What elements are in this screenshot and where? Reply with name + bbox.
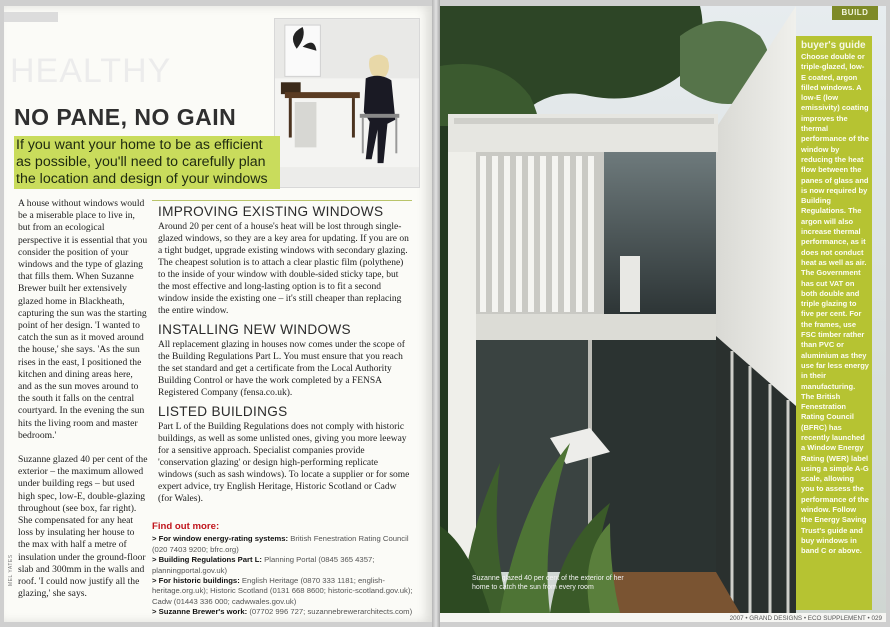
buyers-guide-title: buyer's guide: [801, 40, 866, 51]
find-out-more-item: [152, 576, 422, 607]
body-column: [18, 198, 148, 613]
find-out-more: [152, 522, 422, 618]
photo-credit: MEL YATES: [8, 554, 14, 586]
section-tab-build: BUILD: [832, 6, 878, 20]
buyers-guide-text: Choose double or triple-glazed, low-E coated, argon filled windows. A low-E (low emissivity) coating improves the thermal performance of the window by reducing the heat flow between the panes of glass and is now required by Building Regulations. The argon will also increase thermal performance, as it does not conduct heat as well as air. The Government has cut VAT on both double and triple glazing to five per cent. For the frames, use FSC timber rather than PVC or aluminium as they use far less energy in their manufacturing. The British Fenestration Rating Council (BFRC) has recently launched a Window Energy Rating (WER) label using a simple A-G scale, allowing you to assess the performance of the window. Follow the Energy Saving Trust's guide and buy windows in band C or above.: [801, 52, 869, 556]
find-out-more-item: [152, 555, 422, 576]
left-page: [4, 6, 432, 622]
advice-boxout: [152, 200, 412, 516]
find-out-more-title: Find out more:: [152, 521, 220, 532]
buyers-guide-panel: [796, 36, 872, 610]
item-value: British Fenestration Rating Council (020 7403 9200; bfrc.org): [152, 534, 409, 554]
item-label: > For window energy-rating systems:: [152, 534, 289, 544]
section-text-installing: All replacement glazing in houses now comes under the scope of the Building Regulations Part L. You must ensure that you reach the set standard and get a certificate from the Local Authority Building Control or have the work completed by a FENSA Registered Company (fensa.co.uk).: [158, 340, 405, 398]
find-out-more-item: [152, 607, 422, 617]
right-page: [440, 6, 886, 622]
section-heading-improving: IMPROVING EXISTING WINDOWS: [158, 204, 384, 219]
body-paragraph: Suzanne glazed 40 per cent of the exterior – the maximum allowed under building regs – but used high spec, low-E, double-glazing throughout (see box, far right). She compensated for any heat loss by insulating her house to the max with half a metre of insulation under the ground-floor slab and 300mm in the walls and roof. 'I could now justify all the glazing,' she says.: [18, 454, 148, 600]
item-value: Planning Portal (0845 365 4357; planningportal.gov.uk): [152, 555, 375, 575]
portrait-photo: [274, 18, 420, 188]
item-value: English Heritage (0870 333 1181; english-heritage.org.uk); Historic Scotland (0131 668 8600; historic-scotland.gov.uk); Cadw (01443 336 000; cadwwales.gov.uk): [152, 576, 413, 606]
section-text-listed: Part L of the Building Regulations does not comply with historic buildings, as well as some unlisted ones, giving you more leeway for a sensitive approach. Specialist companies provide 'conservation glazing' or design high-performing replicate windows (such as sash windows). To locate a supplier or for some expert advice, try English Heritage, Historic Scotland or Cadw (for Wales).: [158, 422, 410, 504]
item-label: > Suzanne Brewer's work:: [152, 607, 248, 617]
page-gutter: [432, 0, 440, 627]
headline: NO PANE, NO GAIN: [14, 104, 237, 130]
standfirst: If you want your home to be as efficient as possible, you'll need to carefully plan the location and design of your windows: [14, 136, 280, 189]
item-label: > Building Regulations Part L:: [152, 555, 262, 565]
item-value: (07702 996 727; suzannebrewerarchitects.com): [247, 607, 413, 617]
portrait-photo-illustration: [275, 19, 419, 187]
item-label: > For historic buildings:: [152, 576, 240, 586]
ghost-background-title: HEALTHY: [10, 52, 172, 90]
section-heading-installing: INSTALLING NEW WINDOWS: [158, 322, 351, 337]
body-paragraph: A house without windows would be a miserable place to live in, but from an ecological perspective it is essential that you consider the position of your windows and the type of glazing that fills them. When Suzanne Brewer built her extensively glazed home in Blackheath, capturing the sun was the starting point of her design. 'I wanted to catch the sun as it moved around the house,' she says. 'As the sun rises in the east, I positioned the kitchen and dining areas here, and as the sun moves around to the south it falls on the central courtyard. In the evening the sun hits the living room and master bedroom.': [18, 198, 148, 441]
section-heading-listed: LISTED BUILDINGS: [158, 404, 288, 419]
find-out-more-item: [152, 534, 422, 555]
photo-caption: Suzanne glazed 40 per cent of the exterior of her home to catch the sun from every room: [472, 575, 624, 591]
section-tab-left: [4, 12, 58, 22]
page-folio: 2007 • GRAND DESIGNS • ECO SUPPLEMENT • 029: [729, 615, 882, 622]
section-text-improving: Around 20 per cent of a house's heat will be lost through single-glazed windows, so they are a key area for updating. If you are on a tight budget, upgrade existing windows with secondary glazing. The cheapest solution is to attach a clear plastic film (polythene) to the inside of your window with double-sided sticky tape, but the most effective and long-lasting option is to fit a second window inside the existing one – it's still cheaper than replacing the entire window.: [158, 222, 409, 316]
